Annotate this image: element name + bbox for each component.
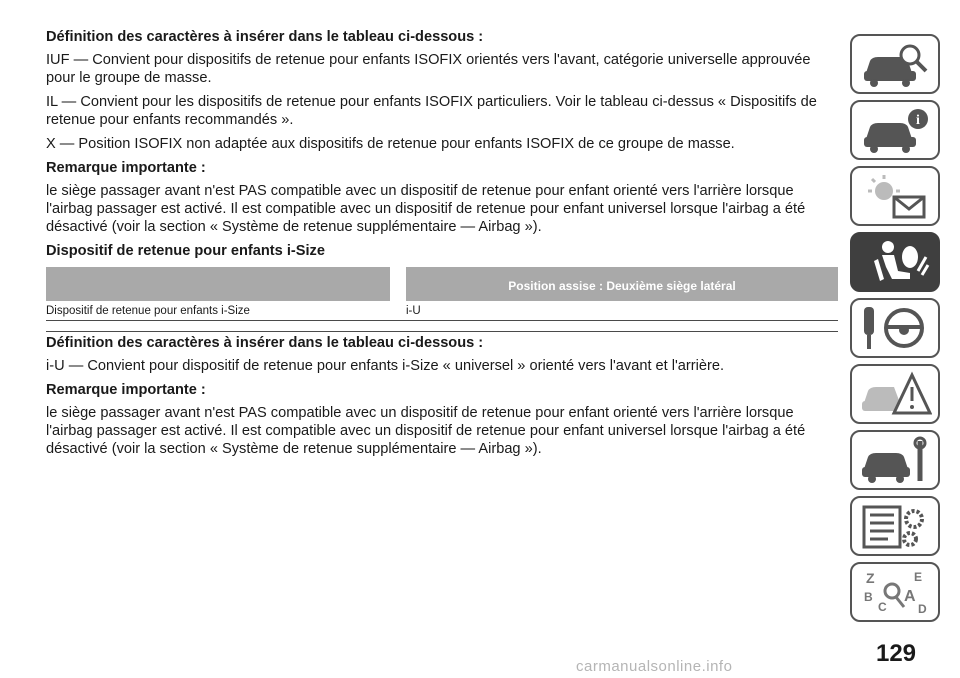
car-breakdown-warning-icon: [858, 369, 932, 419]
isize-table: [46, 267, 838, 321]
tab-index[interactable]: [850, 562, 940, 622]
important-note-heading: Remarque importante :: [46, 160, 206, 176]
tab-starting-driving[interactable]: [850, 298, 940, 358]
chapter-sidebar: [850, 34, 946, 628]
specifications-gears-icon: [858, 501, 932, 551]
tab-emergency[interactable]: [850, 364, 940, 424]
definition-iuf: IUF — Convient pour dispositifs de retenue pour enfants ISOFIX orientés vers l'avant, catégorie universelle approuvée pour le groupe de masse.: [46, 52, 811, 86]
tab-warning-lights[interactable]: [850, 166, 940, 226]
tab-maintenance[interactable]: [850, 430, 940, 490]
page-content: [46, 28, 838, 464]
definition-il: IL — Convient pour les dispositifs de retenue pour enfants ISOFIX particuliers. Voir le tableau ci-dessus « Dispositifs de retenue pour enfants recommandés ».: [46, 94, 817, 128]
tab-seat-airbag[interactable]: [850, 232, 940, 292]
table-header-empty: [46, 267, 390, 301]
car-info-icon: [858, 105, 932, 155]
car-maintenance-icon: [858, 435, 932, 485]
important-note-text-2: le siège passager avant n'est PAS compatible avec un dispositif de retenue pour enfant orienté vers l'arrière lorsque l'airbag passager est activé. Il est compatible avec un dispositif de retenue pour enfant universel lorsque l'airbag a été désactivé (voir la section « Système de retenue supplémentaire — Airbag »).: [46, 405, 806, 457]
page-number: 129: [875, 640, 917, 667]
svg-text:B: B: [864, 590, 873, 604]
table-cell-device: Dispositif de retenue pour enfants i-Size: [46, 301, 390, 321]
key-steering-wheel-icon: [858, 303, 932, 353]
svg-text:Z: Z: [866, 570, 875, 586]
definitions-heading-2: Définition des caractères à insérer dans le tableau ci-dessous :: [46, 335, 484, 351]
table-cell-gap: [390, 301, 406, 321]
seat-airbag-icon: [858, 237, 932, 287]
definition-x: X — Position ISOFIX non adaptée aux dispositifs de retenue pour enfants ISOFIX de ce groupe de masse.: [46, 136, 735, 152]
svg-text:C: C: [878, 600, 887, 614]
tab-car-info[interactable]: [850, 100, 940, 160]
important-note-text: le siège passager avant n'est PAS compatible avec un dispositif de retenue pour enfant orienté vers l'arrière lorsque l'airbag passager est activé. Il est compatible avec un dispositif de retenue pour enfant universel lorsque l'airbag a été désactivé (voir la section « Système de retenue supplémentaire — Airbag »).: [46, 183, 806, 235]
table-cell-value: i-U: [406, 301, 838, 321]
definitions-heading: Définition des caractères à insérer dans le tableau ci-dessous :: [46, 29, 484, 45]
table-row: [46, 301, 838, 321]
svg-text:A: A: [904, 588, 916, 605]
svg-text:E: E: [914, 570, 923, 584]
table-header-gap: [390, 267, 406, 301]
watermark: carmanualsonline.info: [576, 658, 733, 675]
warning-light-message-icon: [858, 171, 932, 221]
divider: [46, 331, 838, 332]
tab-car-search[interactable]: [850, 34, 940, 94]
isize-heading: Dispositif de retenue pour enfants i-Size: [46, 243, 325, 259]
alphabetical-index-icon: [858, 567, 932, 617]
definition-iu: i-U — Convient pour dispositif de retenue pour enfants i-Size « universel » orienté vers l'avant et l'arrière.: [46, 358, 725, 374]
important-note-heading-2: Remarque importante :: [46, 382, 206, 398]
svg-text:i: i: [916, 113, 920, 128]
table-header-position: Position assise : Deuxième siège latéral: [406, 267, 838, 301]
svg-text:D: D: [918, 602, 927, 616]
tab-specifications[interactable]: [850, 496, 940, 556]
car-search-icon: [858, 39, 932, 89]
